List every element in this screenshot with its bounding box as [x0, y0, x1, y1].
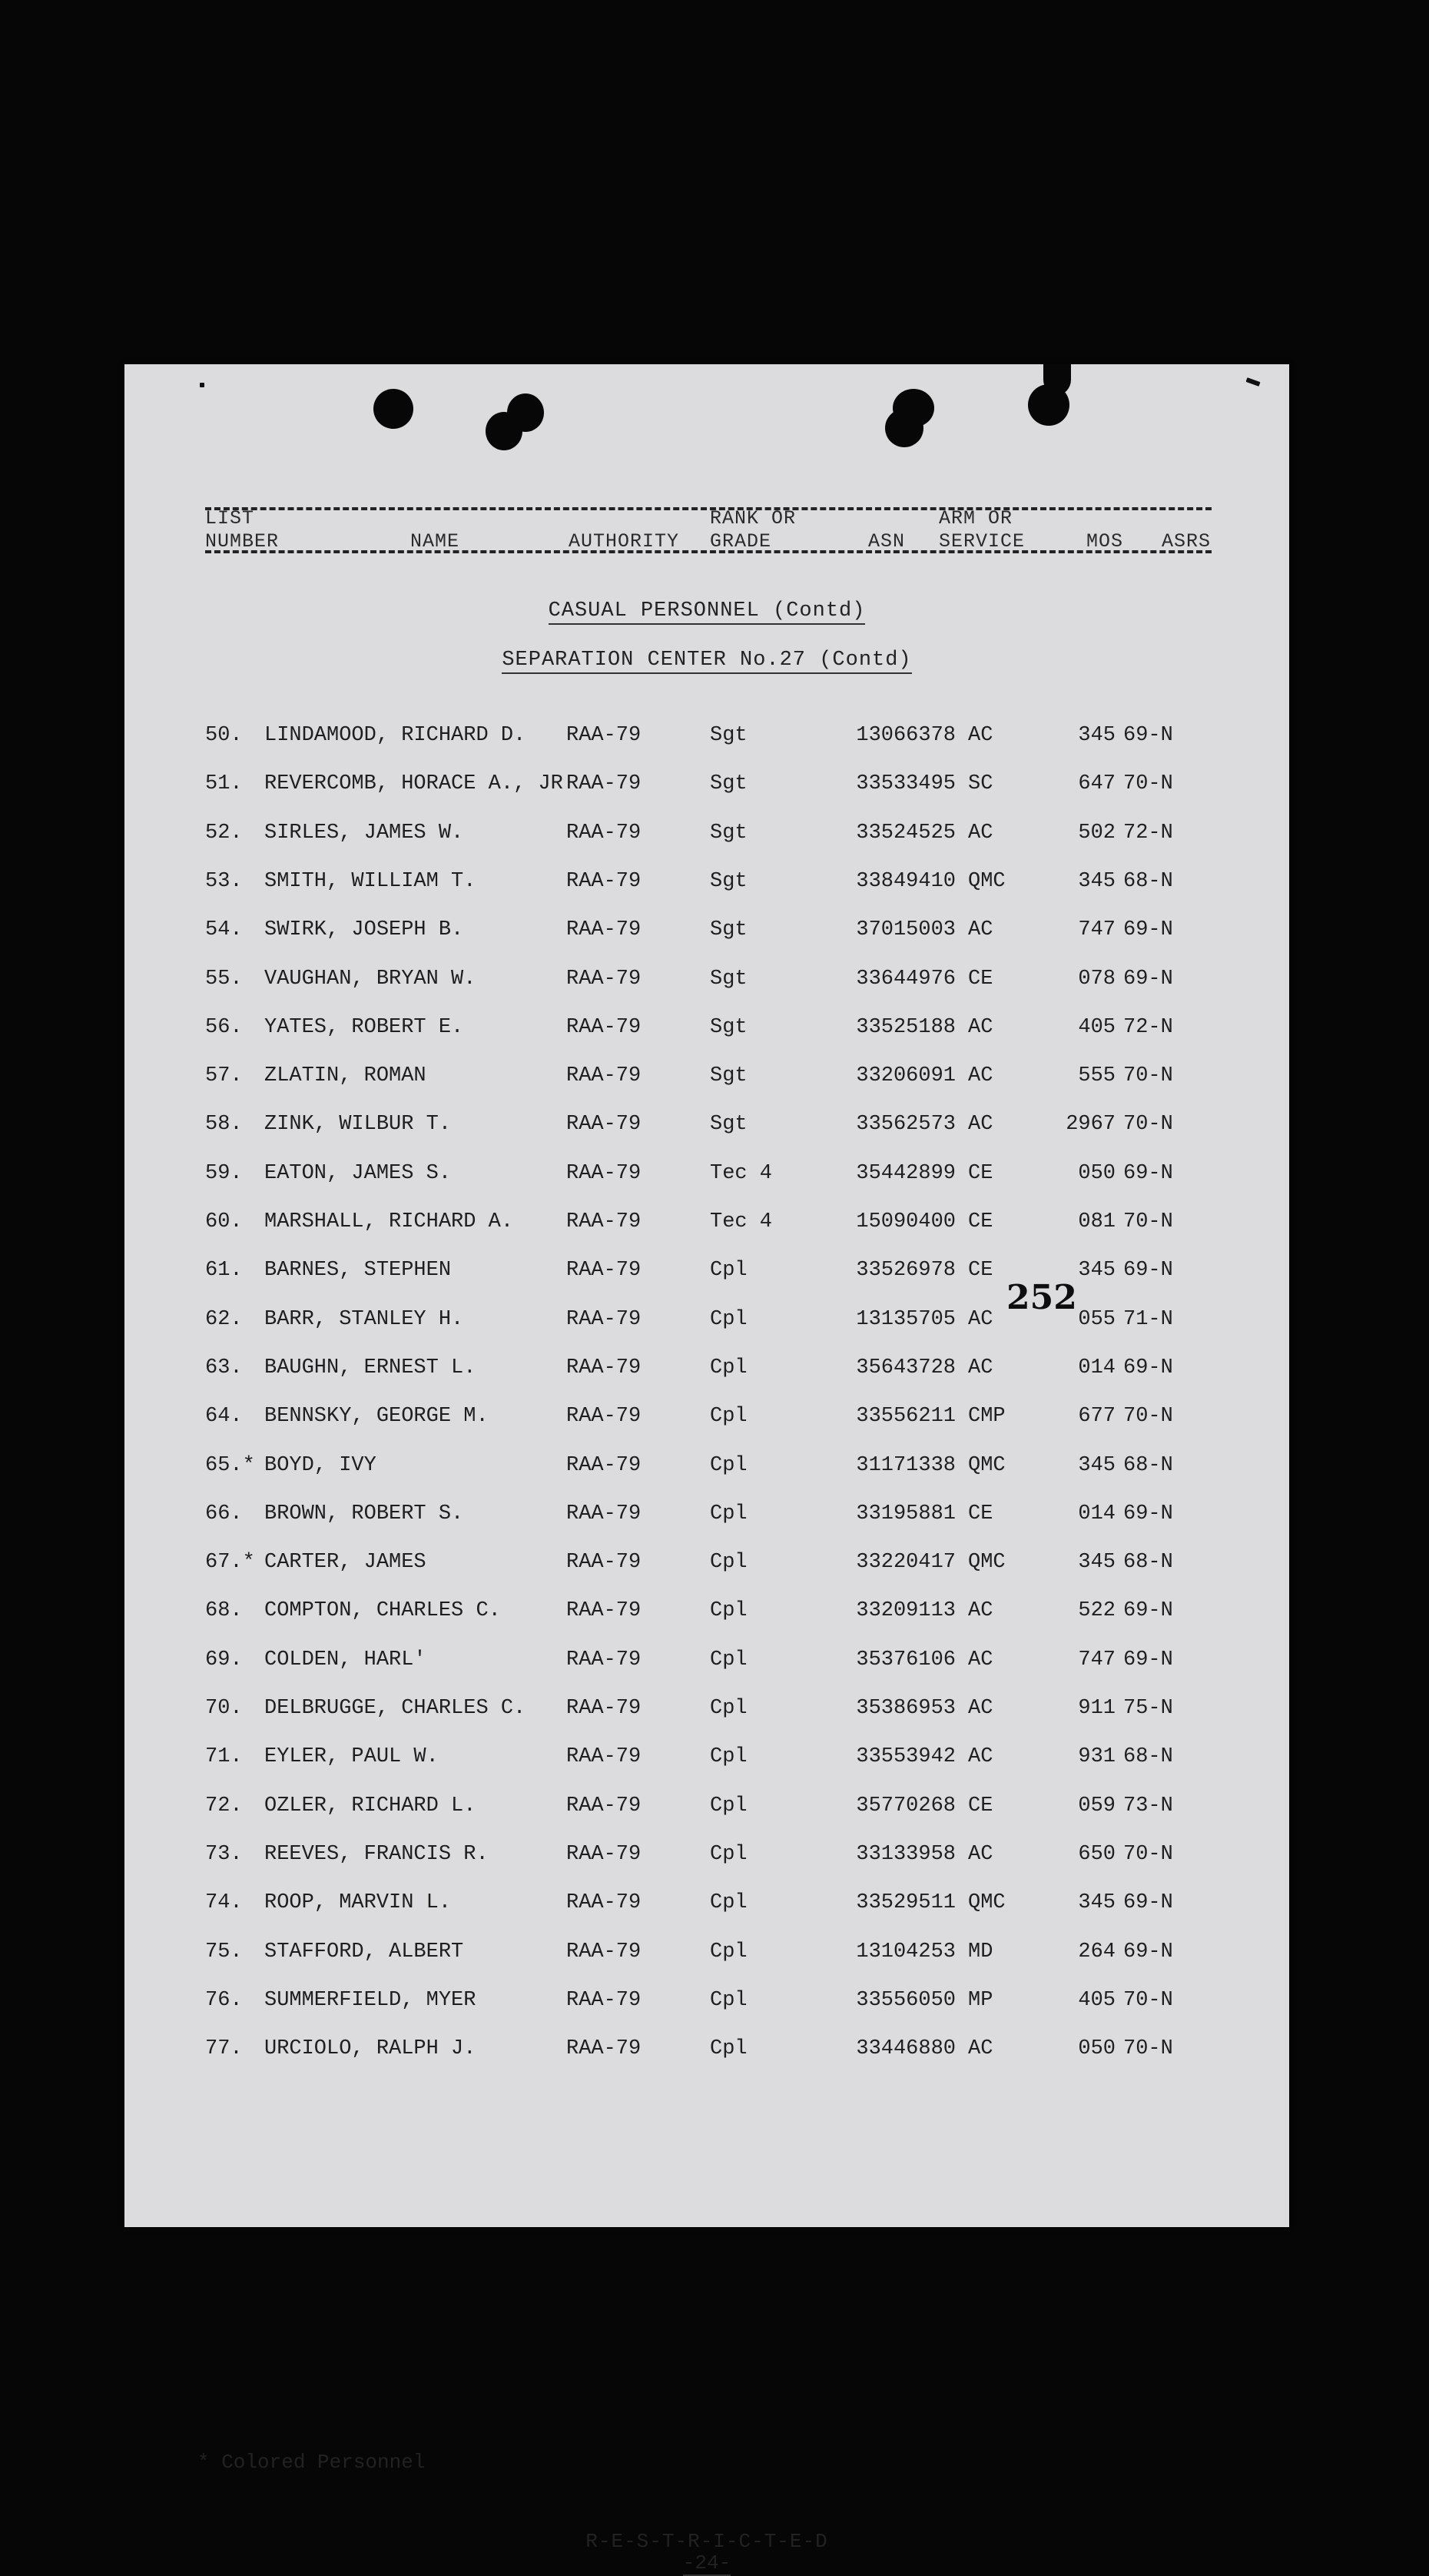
person-name: BARR, STANLEY H. — [264, 1308, 464, 1331]
header-arm-line1: ARM OR — [939, 507, 1013, 529]
list-number: 58. — [205, 1113, 243, 1136]
person-name: ZLATIN, ROMAN — [264, 1064, 426, 1087]
arm-service: AC — [968, 918, 993, 941]
authority: RAA-79 — [566, 772, 642, 795]
asn: 33446880 — [856, 2037, 956, 2060]
mos: 911 — [1078, 1697, 1116, 1720]
header-rank-line1: RANK OR — [710, 507, 797, 529]
asrs: 70-N — [1123, 1064, 1173, 1087]
mos: 555 — [1078, 1064, 1116, 1087]
mos: 647 — [1078, 772, 1116, 795]
person-name: SMITH, WILLIAM T. — [264, 870, 476, 893]
arm-service: AC — [968, 1745, 993, 1768]
arm-service: CE — [968, 1210, 993, 1233]
rank-grade: Sgt — [710, 822, 748, 845]
person-name: ZINK, WILBUR T. — [264, 1113, 452, 1136]
mos: 345 — [1078, 1551, 1116, 1574]
authority: RAA-79 — [566, 1697, 642, 1720]
rank-grade: Tec 4 — [710, 1210, 773, 1233]
asrs: 73-N — [1123, 1794, 1173, 1817]
mos: 405 — [1078, 1989, 1116, 2012]
rank-grade: Cpl — [710, 2037, 748, 2060]
mos: 078 — [1078, 968, 1116, 991]
mos: 747 — [1078, 918, 1116, 941]
mos: 345 — [1078, 724, 1116, 747]
asrs: 69-N — [1123, 1891, 1173, 1914]
mos: 677 — [1078, 1405, 1116, 1428]
asrs: 71-N — [1123, 1308, 1173, 1331]
asn: 33526978 — [856, 1259, 956, 1282]
authority: RAA-79 — [566, 1843, 642, 1866]
table-row — [124, 772, 1289, 803]
asn: 33525188 — [856, 1016, 956, 1039]
rank-grade: Cpl — [710, 1308, 748, 1331]
rank-grade: Cpl — [710, 1259, 748, 1282]
rank-grade: Sgt — [710, 918, 748, 941]
table-row — [124, 1697, 1289, 1728]
person-name: BARNES, STEPHEN — [264, 1259, 452, 1282]
person-name: BROWN, ROBERT S. — [264, 1502, 464, 1525]
header-name-label: NAME — [410, 530, 460, 553]
rank-grade: Cpl — [710, 1405, 748, 1428]
list-number: 50. — [205, 724, 243, 747]
authority: RAA-79 — [566, 1308, 642, 1331]
person-name: LINDAMOOD, RICHARD D. — [264, 724, 526, 747]
asn: 33553942 — [856, 1745, 956, 1768]
rank-grade: Cpl — [710, 1989, 748, 2012]
page-number — [124, 2551, 1289, 2574]
arm-service: AC — [968, 1016, 993, 1039]
asrs: 68-N — [1123, 1551, 1173, 1574]
list-number: 68. — [205, 1599, 243, 1622]
classification-footer: R-E-S-T-R-I-C-T-E-D — [585, 2530, 828, 2553]
rank-grade: Cpl — [710, 1551, 748, 1574]
rank-grade: Cpl — [710, 1599, 748, 1622]
person-name: YATES, ROBERT E. — [264, 1016, 464, 1039]
authority: RAA-79 — [566, 1648, 642, 1671]
arm-service: SC — [968, 772, 993, 795]
person-name: DELBRUGGE, CHARLES C. — [264, 1697, 526, 1720]
arm-service: AC — [968, 724, 993, 747]
list-number: 66. — [205, 1502, 243, 1525]
mos: 264 — [1078, 1940, 1116, 1964]
authority: RAA-79 — [566, 1502, 642, 1525]
mos: 014 — [1078, 1356, 1116, 1379]
list-number: 54. — [205, 918, 243, 941]
arm-service: CE — [968, 1794, 993, 1817]
rank-grade: Cpl — [710, 1454, 748, 1477]
authority: RAA-79 — [566, 870, 642, 893]
asrs: 69-N — [1123, 1940, 1173, 1964]
rank-grade: Sgt — [710, 1016, 748, 1039]
authority: RAA-79 — [566, 1162, 642, 1185]
asn: 15090400 — [856, 1210, 956, 1233]
table-row — [124, 1210, 1289, 1241]
rank-grade: Sgt — [710, 968, 748, 991]
arm-service: AC — [968, 1599, 993, 1622]
table-row — [124, 724, 1289, 755]
person-name: COLDEN, HARL' — [264, 1648, 426, 1671]
authority: RAA-79 — [566, 1356, 642, 1379]
mos: 931 — [1078, 1745, 1116, 1768]
authority: RAA-79 — [566, 1259, 642, 1282]
document-page — [124, 364, 1289, 2574]
footnote: * Colored Personnel — [197, 2451, 426, 2474]
asrs: 69-N — [1123, 1502, 1173, 1525]
header-list-line1: LIST — [205, 507, 255, 529]
rank-grade: Sgt — [710, 1064, 748, 1087]
person-name: REVERCOMB, HORACE A., JR — [264, 772, 563, 795]
authority: RAA-79 — [566, 1210, 642, 1233]
rank-grade: Cpl — [710, 1697, 748, 1720]
asn: 35386953 — [856, 1697, 956, 1720]
person-name: SIRLES, JAMES W. — [264, 822, 464, 845]
asrs: 68-N — [1123, 1454, 1173, 1477]
asrs: 75-N — [1123, 1697, 1173, 1720]
arm-service: MD — [968, 1940, 993, 1964]
asn: 13066378 — [856, 724, 956, 747]
authority: RAA-79 — [566, 822, 642, 845]
mos: 345 — [1078, 1454, 1116, 1477]
asn: 35442899 — [856, 1162, 956, 1185]
table-row — [124, 1551, 1289, 1582]
table-row — [124, 1064, 1289, 1095]
arm-service: QMC — [968, 870, 1006, 893]
authority: RAA-79 — [566, 724, 642, 747]
mos: 2967 — [1066, 1113, 1116, 1136]
table-row — [124, 1113, 1289, 1144]
list-number: 73. — [205, 1843, 243, 1866]
asrs: 70-N — [1123, 1210, 1173, 1233]
asn: 33849410 — [856, 870, 956, 893]
person-name: URCIOLO, RALPH J. — [264, 2037, 476, 2060]
asrs: 70-N — [1123, 2037, 1173, 2060]
rank-grade: Cpl — [710, 1502, 748, 1525]
header-authority-label: AUTHORITY — [569, 530, 680, 553]
asn: 13104253 — [856, 1940, 956, 1964]
table-row — [124, 870, 1289, 901]
person-name: VAUGHAN, BRYAN W. — [264, 968, 476, 991]
asn: 37015003 — [856, 918, 956, 941]
list-number: 52. — [205, 822, 243, 845]
asn: 33562573 — [856, 1113, 956, 1136]
rank-grade: Cpl — [710, 1940, 748, 1964]
table-row — [124, 1454, 1289, 1485]
rank-grade: Cpl — [710, 1843, 748, 1866]
list-number: 72. — [205, 1794, 243, 1817]
person-name: EYLER, PAUL W. — [264, 1745, 439, 1768]
table-row — [124, 1308, 1289, 1339]
mos: 081 — [1078, 1210, 1116, 1233]
authority: RAA-79 — [566, 1405, 642, 1428]
list-number: 74. — [205, 1891, 243, 1914]
list-number: 61. — [205, 1259, 243, 1282]
table-row — [124, 1502, 1289, 1533]
asn: 33524525 — [856, 822, 956, 845]
list-number: 76. — [205, 1989, 243, 2012]
table-row — [124, 1016, 1289, 1047]
table-row — [124, 1356, 1289, 1387]
asrs: 70-N — [1123, 1989, 1173, 2012]
header-mos-label: MOS — [1086, 530, 1124, 553]
rank-grade: Cpl — [710, 1891, 748, 1914]
authority: RAA-79 — [566, 968, 642, 991]
asn: 33220417 — [856, 1551, 956, 1574]
arm-service: AC — [968, 1356, 993, 1379]
arm-service: AC — [968, 1697, 993, 1720]
header-asn-label: ASN — [868, 530, 906, 553]
authority: RAA-79 — [566, 918, 642, 941]
authority: RAA-79 — [566, 1454, 642, 1477]
rank-grade: Sgt — [710, 870, 748, 893]
asn: 33529511 — [856, 1891, 956, 1914]
section-title-text: CASUAL PERSONNEL (Contd) — [549, 599, 866, 625]
person-name: EATON, JAMES S. — [264, 1162, 452, 1185]
authority: RAA-79 — [566, 1064, 642, 1087]
person-name: BAUGHN, ERNEST L. — [264, 1356, 476, 1379]
list-number: 70. — [205, 1697, 243, 1720]
rank-grade: Sgt — [710, 1113, 748, 1136]
mos: 050 — [1078, 2037, 1116, 2060]
authority: RAA-79 — [566, 2037, 642, 2060]
mos: 055 — [1078, 1308, 1116, 1331]
asn: 33644976 — [856, 968, 956, 991]
person-name: BENNSKY, GEORGE M. — [264, 1405, 489, 1428]
asn: 33133958 — [856, 1843, 956, 1866]
arm-service: CE — [968, 1502, 993, 1525]
header-rank-line2: GRADE — [710, 530, 772, 553]
arm-service: QMC — [968, 1891, 1006, 1914]
asrs: 69-N — [1123, 724, 1173, 747]
subsection-title-text: SEPARATION CENTER No.27 (Contd) — [502, 649, 911, 674]
mos: 345 — [1078, 870, 1116, 893]
table-row — [124, 918, 1289, 949]
arm-service: AC — [968, 2037, 993, 2060]
list-number: 51. — [205, 772, 243, 795]
rank-grade: Tec 4 — [710, 1162, 773, 1185]
person-name: STAFFORD, ALBERT — [264, 1940, 464, 1964]
list-number: 55. — [205, 968, 243, 991]
arm-service: CE — [968, 1162, 993, 1185]
arm-service: AC — [968, 1113, 993, 1136]
list-number: 60. — [205, 1210, 243, 1233]
person-name: ROOP, MARVIN L. — [264, 1891, 452, 1914]
list-number: 75. — [205, 1940, 243, 1964]
header-list-line2: NUMBER — [205, 530, 280, 553]
authority: RAA-79 — [566, 1940, 642, 1964]
person-name: COMPTON, CHARLES C. — [264, 1599, 501, 1622]
table-row — [124, 1745, 1289, 1776]
page-number-text: -24- — [682, 2551, 731, 2574]
list-number: 67.* — [205, 1551, 255, 1574]
table-row — [124, 968, 1289, 998]
asn: 35643728 — [856, 1356, 956, 1379]
arm-service: AC — [968, 1064, 993, 1087]
personnel-list — [124, 364, 1289, 2227]
table-row — [124, 1162, 1289, 1193]
mos: 345 — [1078, 1891, 1116, 1914]
authority: RAA-79 — [566, 1745, 642, 1768]
asn: 33556211 — [856, 1405, 956, 1428]
asrs: 69-N — [1123, 1599, 1173, 1622]
asrs: 69-N — [1123, 968, 1173, 991]
person-name: SWIRK, JOSEPH B. — [264, 918, 464, 941]
asn: 33209113 — [856, 1599, 956, 1622]
authority: RAA-79 — [566, 1891, 642, 1914]
list-number: 65.* — [205, 1454, 255, 1477]
list-number: 59. — [205, 1162, 243, 1185]
asrs: 72-N — [1123, 822, 1173, 845]
asn: 35376106 — [856, 1648, 956, 1671]
list-number: 57. — [205, 1064, 243, 1087]
rank-grade: Cpl — [710, 1794, 748, 1817]
arm-service: MP — [968, 1989, 993, 2012]
person-name: BOYD, IVY — [264, 1454, 376, 1477]
asrs: 69-N — [1123, 1162, 1173, 1185]
authority: RAA-79 — [566, 1989, 642, 2012]
rank-grade: Cpl — [710, 1745, 748, 1768]
table-row — [124, 1648, 1289, 1679]
asrs: 70-N — [1123, 1405, 1173, 1428]
authority: RAA-79 — [566, 1794, 642, 1817]
arm-service: CE — [968, 1259, 993, 1282]
table-row — [124, 1891, 1289, 1922]
table-row — [124, 1794, 1289, 1825]
mos: 522 — [1078, 1599, 1116, 1622]
asrs: 68-N — [1123, 1745, 1173, 1768]
mos: 345 — [1078, 1259, 1116, 1282]
stamp-number: 252 — [1006, 1278, 1077, 1317]
list-number: 71. — [205, 1745, 243, 1768]
table-row — [124, 1599, 1289, 1630]
asn: 13135705 — [856, 1308, 956, 1331]
asrs: 69-N — [1123, 1648, 1173, 1671]
list-number: 64. — [205, 1405, 243, 1428]
list-number: 62. — [205, 1308, 243, 1331]
mos: 650 — [1078, 1843, 1116, 1866]
header-arm-line2: SERVICE — [939, 530, 1026, 553]
authority: RAA-79 — [566, 1113, 642, 1136]
header-asrs-label: ASRS — [1162, 530, 1212, 553]
table-row — [124, 822, 1289, 852]
arm-service: CE — [968, 968, 993, 991]
mos: 050 — [1078, 1162, 1116, 1185]
asn: 33195881 — [856, 1502, 956, 1525]
authority: RAA-79 — [566, 1599, 642, 1622]
table-row — [124, 1405, 1289, 1436]
mos: 014 — [1078, 1502, 1116, 1525]
mos: 405 — [1078, 1016, 1116, 1039]
asrs: 70-N — [1123, 772, 1173, 795]
asrs: 68-N — [1123, 870, 1173, 893]
list-number: 69. — [205, 1648, 243, 1671]
asrs: 69-N — [1123, 1259, 1173, 1282]
table-row — [124, 1940, 1289, 1971]
person-name: CARTER, JAMES — [264, 1551, 426, 1574]
authority: RAA-79 — [566, 1551, 642, 1574]
person-name: SUMMERFIELD, MYER — [264, 1989, 476, 2012]
arm-service: AC — [968, 1843, 993, 1866]
asrs: 69-N — [1123, 918, 1173, 941]
rank-grade: Cpl — [710, 1648, 748, 1671]
rank-grade: Cpl — [710, 1356, 748, 1379]
table-row — [124, 1259, 1289, 1290]
asrs: 72-N — [1123, 1016, 1173, 1039]
asrs: 70-N — [1123, 1113, 1173, 1136]
list-number: 77. — [205, 2037, 243, 2060]
asrs: 69-N — [1123, 1356, 1173, 1379]
asn: 31171338 — [856, 1454, 956, 1477]
mos: 502 — [1078, 822, 1116, 845]
mos: 059 — [1078, 1794, 1116, 1817]
authority: RAA-79 — [566, 1016, 642, 1039]
arm-service: AC — [968, 1648, 993, 1671]
person-name: MARSHALL, RICHARD A. — [264, 1210, 514, 1233]
rank-grade: Sgt — [710, 724, 748, 747]
arm-service: QMC — [968, 1454, 1006, 1477]
list-number: 56. — [205, 1016, 243, 1039]
table-row — [124, 1843, 1289, 1874]
arm-service: AC — [968, 822, 993, 845]
rank-grade: Sgt — [710, 772, 748, 795]
arm-service: QMC — [968, 1551, 1006, 1574]
asrs: 70-N — [1123, 1843, 1173, 1866]
arm-service: AC — [968, 1308, 993, 1331]
mos: 747 — [1078, 1648, 1116, 1671]
asn: 33533495 — [856, 772, 956, 795]
list-number: 63. — [205, 1356, 243, 1379]
asn: 33556050 — [856, 1989, 956, 2012]
person-name: REEVES, FRANCIS R. — [264, 1843, 489, 1866]
table-row — [124, 2037, 1289, 2068]
list-number: 53. — [205, 870, 243, 893]
asn: 33206091 — [856, 1064, 956, 1087]
person-name: OZLER, RICHARD L. — [264, 1794, 476, 1817]
table-row — [124, 1989, 1289, 2020]
asn: 35770268 — [856, 1794, 956, 1817]
arm-service: CMP — [968, 1405, 1006, 1428]
